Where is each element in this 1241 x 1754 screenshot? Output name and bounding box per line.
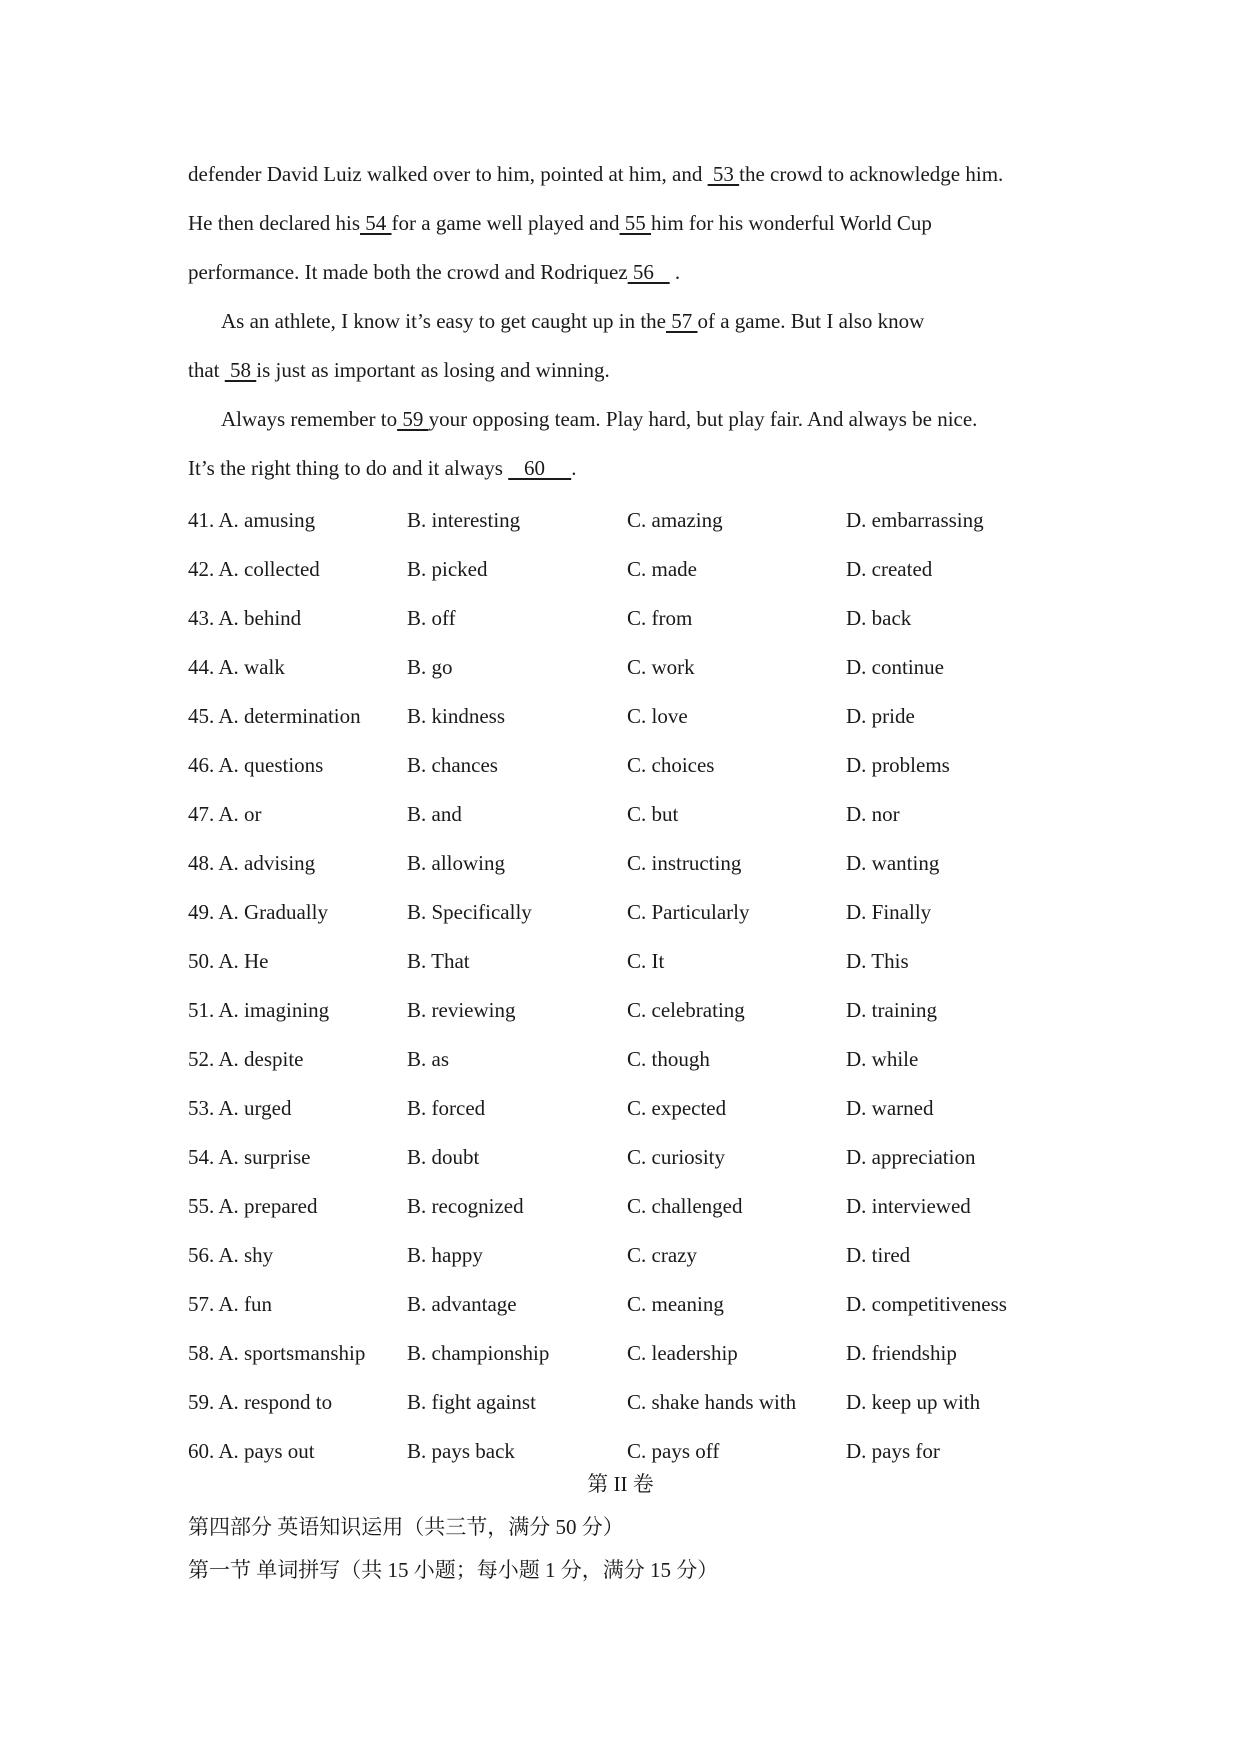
option-d: D. competitiveness xyxy=(846,1292,1007,1316)
option-c: C. from xyxy=(627,606,693,630)
part-four-heading: 第四部分 英语知识运用（共三节，满分 50 分） xyxy=(188,1515,624,1539)
option-c: C. It xyxy=(627,949,665,973)
option-a: 43. A. behind xyxy=(188,606,302,630)
option-c: C. made xyxy=(627,557,697,581)
option-b: B. and xyxy=(407,802,462,826)
option-d: D. friendship xyxy=(846,1341,957,1365)
passage-text: As an athlete, I know it’s easy to get caught up in the xyxy=(221,309,666,333)
option-d: D. training xyxy=(846,998,937,1022)
option-c: C. curiosity xyxy=(627,1145,725,1169)
passage-line xyxy=(188,297,1068,346)
option-a: 44. A. walk xyxy=(188,655,285,679)
option-a: 41. A. amusing xyxy=(188,508,316,532)
cloze-passage xyxy=(188,150,1068,493)
option-b: B. advantage xyxy=(407,1292,517,1316)
answer-blank: 57 xyxy=(665,309,698,333)
question-row xyxy=(188,937,1088,986)
option-a: 48. A. advising xyxy=(188,851,316,875)
option-a: 56. A. shy xyxy=(188,1243,274,1267)
passage-text: He then declared his xyxy=(188,211,361,235)
option-c: C. Particularly xyxy=(627,900,750,924)
question-row xyxy=(188,692,1088,741)
passage-text: Always remember to xyxy=(221,407,398,431)
option-d: D. problems xyxy=(846,753,950,777)
option-d: D. keep up with xyxy=(846,1390,981,1414)
option-b: B. recognized xyxy=(407,1194,524,1218)
option-d: D. continue xyxy=(846,655,944,679)
option-a: 55. A. prepared xyxy=(188,1194,318,1218)
question-row xyxy=(188,1133,1088,1182)
option-a: 60. A. pays out xyxy=(188,1439,315,1463)
option-d: D. nor xyxy=(846,802,900,826)
option-a: 51. A. imagining xyxy=(188,998,330,1022)
option-b: B. championship xyxy=(407,1341,550,1365)
option-c: C. though xyxy=(627,1047,710,1071)
option-d: D. tired xyxy=(846,1243,911,1267)
option-c: C. crazy xyxy=(627,1243,697,1267)
option-c: C. instructing xyxy=(627,851,742,875)
option-a: 59. A. respond to xyxy=(188,1390,333,1414)
option-a: 42. A. collected xyxy=(188,557,320,581)
option-d: D. embarrassing xyxy=(846,508,984,532)
option-c: C. work xyxy=(627,655,695,679)
option-d: D. This xyxy=(846,949,909,973)
question-row xyxy=(188,1084,1088,1133)
option-a: 46. A. questions xyxy=(188,753,324,777)
question-row xyxy=(188,1378,1088,1427)
passage-text: of a game. But I also know xyxy=(697,309,925,333)
option-d: D. pays for xyxy=(846,1439,940,1463)
passage-text: performance. It made both the crowd and Rodriquez xyxy=(188,260,628,284)
passage-line xyxy=(188,199,1068,248)
option-a: 53. A. urged xyxy=(188,1096,292,1120)
option-b: B. kindness xyxy=(407,704,506,728)
option-d: D. wanting xyxy=(846,851,940,875)
option-c: C. but xyxy=(627,802,679,826)
option-b: B. happy xyxy=(407,1243,483,1267)
passage-text: him for his wonderful World Cup xyxy=(651,211,932,235)
question-row xyxy=(188,594,1088,643)
option-a: 57. A. fun xyxy=(188,1292,272,1316)
passage-text: for a game well played and xyxy=(391,211,620,235)
passage-text: is just as important as losing and winning. xyxy=(256,358,610,382)
passage-line xyxy=(188,444,1068,493)
option-d: D. Finally xyxy=(846,900,932,924)
answer-blank: 54 xyxy=(360,211,392,235)
answer-blank: 53 xyxy=(707,162,740,186)
option-b: B. go xyxy=(407,655,453,679)
option-b: B. That xyxy=(407,949,470,973)
question-row xyxy=(188,986,1088,1035)
passage-line xyxy=(188,346,1068,395)
passage-text: that xyxy=(188,358,225,382)
option-a: 47. A. or xyxy=(188,802,262,826)
option-b: B. Specifically xyxy=(407,900,532,924)
question-row xyxy=(188,1329,1088,1378)
passage-line xyxy=(188,248,1068,297)
option-b: B. reviewing xyxy=(407,998,516,1022)
option-b: B. picked xyxy=(407,557,488,581)
passage-text: . xyxy=(571,456,577,480)
option-a: 54. A. surprise xyxy=(188,1145,311,1169)
passage-text: . xyxy=(669,260,681,284)
section-title: 第 II 卷 xyxy=(587,1472,654,1496)
option-b: B. forced xyxy=(407,1096,486,1120)
option-c: C. meaning xyxy=(627,1292,724,1316)
option-c: C. choices xyxy=(627,753,715,777)
option-c: C. challenged xyxy=(627,1194,743,1218)
question-row xyxy=(188,1231,1088,1280)
passage-text: your opposing team. Play hard, but play fair. And always be nice. xyxy=(428,407,978,431)
option-b: B. interesting xyxy=(407,508,521,532)
option-a: 52. A. despite xyxy=(188,1047,304,1071)
option-c: C. love xyxy=(627,704,688,728)
answer-blank: 58 xyxy=(224,358,257,382)
passage-line xyxy=(188,150,1068,199)
option-b: B. chances xyxy=(407,753,498,777)
option-a: 49. A. Gradually xyxy=(188,900,328,924)
option-c: C. shake hands with xyxy=(627,1390,797,1414)
option-a: 58. A. sportsmanship xyxy=(188,1341,366,1365)
option-b: B. pays back xyxy=(407,1439,515,1463)
option-d: D. interviewed xyxy=(846,1194,971,1218)
option-b: B. fight against xyxy=(407,1390,536,1414)
answer-blank: 60 xyxy=(508,456,572,480)
answer-blank: 59 xyxy=(397,407,429,431)
option-b: B. doubt xyxy=(407,1145,480,1169)
option-c: C. pays off xyxy=(627,1439,720,1463)
option-d: D. appreciation xyxy=(846,1145,976,1169)
option-c: C. expected xyxy=(627,1096,727,1120)
option-d: D. pride xyxy=(846,704,915,728)
question-row xyxy=(188,1280,1088,1329)
question-row xyxy=(188,741,1088,790)
option-c: C. celebrating xyxy=(627,998,745,1022)
section-one-heading: 第一节 单词拼写（共 15 小题；每小题 1 分，满分 15 分） xyxy=(188,1558,719,1582)
option-b: B. off xyxy=(407,606,456,630)
question-row xyxy=(188,1182,1088,1231)
question-row xyxy=(188,790,1088,839)
passage-text: the crowd to acknowledge him. xyxy=(739,162,1004,186)
answer-blank: 55 xyxy=(619,211,652,235)
option-b: B. as xyxy=(407,1047,449,1071)
question-row xyxy=(188,839,1088,888)
question-row xyxy=(188,1035,1088,1084)
option-d: D. warned xyxy=(846,1096,934,1120)
question-row xyxy=(188,496,1088,545)
option-d: D. created xyxy=(846,557,933,581)
passage-text: defender David Luiz walked over to him, pointed at him, and xyxy=(188,162,708,186)
answer-options xyxy=(188,496,1088,1476)
option-b: B. allowing xyxy=(407,851,505,875)
option-c: C. amazing xyxy=(627,508,723,532)
option-a: 50. A. He xyxy=(188,949,269,973)
question-row xyxy=(188,888,1088,937)
answer-blank: 56 xyxy=(627,260,670,284)
option-a: 45. A. determination xyxy=(188,704,361,728)
passage-line xyxy=(188,395,1068,444)
question-row xyxy=(188,643,1088,692)
passage-text: It’s the right thing to do and it always xyxy=(188,456,509,480)
option-d: D. while xyxy=(846,1047,919,1071)
option-c: C. leadership xyxy=(627,1341,738,1365)
question-row xyxy=(188,545,1088,594)
option-d: D. back xyxy=(846,606,912,630)
